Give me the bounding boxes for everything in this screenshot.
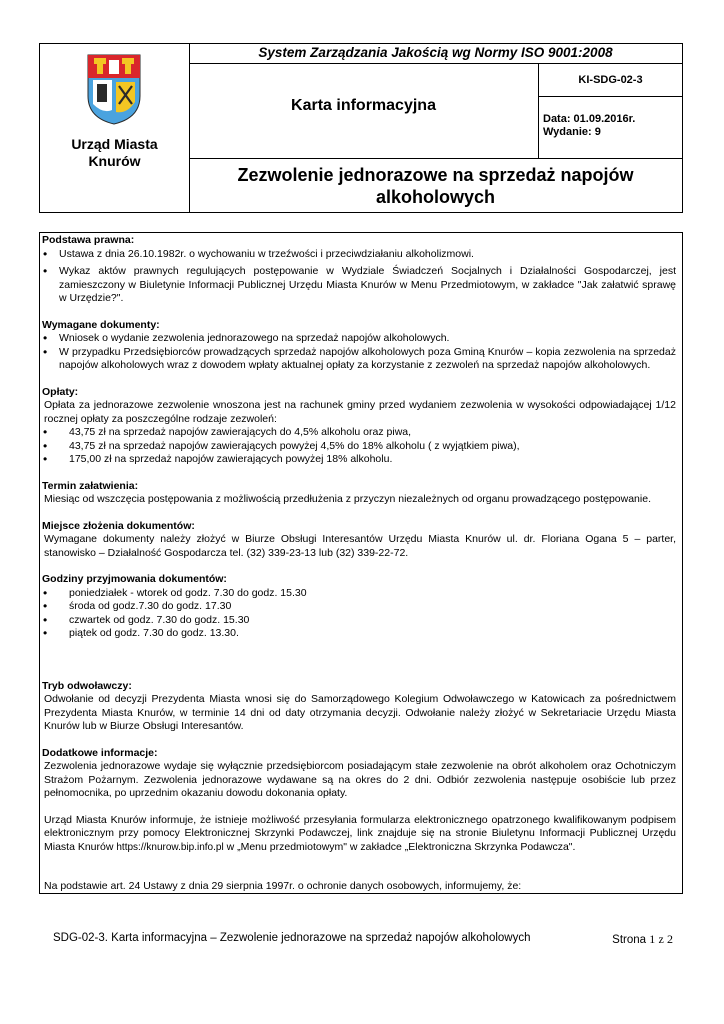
list-item: • 43,75 zł na sprzedaż napojów zawierających do 4,5% alkoholu oraz piwa,	[42, 426, 676, 440]
document-date-edition	[539, 97, 682, 159]
section-heading: Termin załatwienia:	[42, 479, 139, 492]
section-additional-info	[42, 747, 676, 855]
office-name-line2: Knurów	[88, 153, 141, 169]
edition-value: 9	[594, 126, 601, 138]
page-total: 2	[667, 932, 673, 946]
document-code: KI-SDG-02-3	[539, 63, 682, 97]
deadline-text: Miesiąc od wszczęcia postępowania z możliwością przedłużenia z przyczyn niezależnych od organu prowadzącego postępowanie.	[44, 493, 651, 505]
page-label: Strona	[612, 934, 647, 946]
section-heading: Tryb odwoławczy:	[42, 679, 132, 692]
fees-intro: Opłata za jednorazowe zezwolenie wnoszona jest na rachunek gminy przed wydaniem zezwolenia w wysokości odpowiadającej 1/12 rocznej opłaty za poszczególne rodzaje zezwoleń:	[44, 399, 676, 425]
header-right	[189, 44, 682, 212]
page-current: 1	[649, 932, 656, 946]
section-heading: Miejsce złożenia dokumentów:	[42, 519, 195, 532]
page-number	[612, 932, 673, 947]
section-heading: Dodatkowe informacje:	[42, 746, 158, 759]
list-item: • piątek od godz. 7.30 do godz. 13.30.	[42, 627, 676, 641]
additional-info-paragraph: Zezwolenia jednorazowe wydaje się wyłącznie przedsiębiorcom posiadającym stałe zezwolenie na obrót alkoholem oraz Ochotniczym Strażom Pożarnym. Zezwolenia jednorazowe wydawane są na okres do 2 dni. Odbiór zezwolenia następuje osobiście lub przez pełnomocnika, po uprzednim okazaniu dowodu dokonania opłaty.	[44, 760, 676, 799]
subject-line1: Zezwolenie jednorazowe na sprzedaż napojów	[237, 165, 634, 185]
section-fees	[42, 386, 676, 467]
logo-cell	[40, 44, 190, 212]
card-title: Karta informacyjna	[189, 63, 539, 159]
section-heading: Godziny przyjmowania dokumentów:	[42, 573, 227, 585]
section-office-hours	[42, 573, 676, 641]
list-item: • środa od godz.7.30 do godz. 17.30	[42, 600, 676, 614]
gdpr-text: Na podstawie art. 24 Ustawy z dnia 29 sierpnia 1997r. o ochronie danych osobowych, informujemy, że:	[44, 880, 522, 892]
document-header	[39, 43, 683, 213]
esp-text-before: Urząd Miasta Knurów informuje, że istnieje możliwość przesyłania formularza elektronicznego opatrzonego kwalifikowanym podpisem elektronicznym przy pomocy Elektronicznej Skrzynki Podawczej, link znajduje się na stronie Biuletynu Informacji Publicznej Urzędu Miasta Knurów	[44, 813, 676, 853]
section-appeal	[42, 680, 676, 734]
office-name-line1: Urząd Miasta	[71, 136, 158, 152]
list-item: • Ustawa z dnia 26.10.1982r. o wychowaniu w trzeźwości i przeciwdziałaniu alkoholizmowi.	[42, 248, 676, 262]
edition-label: Wydanie:	[543, 126, 592, 138]
document-body	[39, 232, 683, 894]
footer-document-title: SDG-02-3. Karta informacyjna – Zezwolenie jednorazowe na sprzedaż napojów alkoholowych	[53, 932, 531, 944]
quality-system-title: System Zarządzania Jakością wg Normy ISO 9001:2008	[189, 44, 682, 64]
document-edition	[543, 126, 682, 139]
city-crest-logo	[85, 52, 143, 126]
section-legal-basis	[42, 234, 676, 306]
appeal-text: Odwołanie od decyzji Prezydenta Miasta wnosi się do Samorządowego Kolegium Odwoławczego w Katowicach za pośrednictwem Prezydenta Miasta Knurów, w terminie 14 dni od daty otrzymania decyzji. Odwołanie należy złożyć w Sekretariacie Urzędu Miasta Knurów lub w Biurze Obsługi Interesantów.	[44, 693, 676, 732]
esp-info-paragraph	[42, 814, 676, 855]
list-item: • Wniosek o wydanie zezwolenia jednorazowego na sprzedaż napojów alkoholowych.	[42, 332, 676, 346]
esp-text-after: w „Menu przedmiotowym" w zakładce „Elektroniczna Skrzynka Podawcza".	[223, 840, 576, 853]
section-heading: Podstawa prawna:	[42, 234, 135, 246]
section-deadline	[42, 480, 676, 507]
list-item: • W przypadku Przedsiębiorców prowadzących sprzedaż napojów alkoholowych poza Gminą Knurów – kopia zezwolenia na sprzedaż napojów alkoholowych wraz z dowodem wpłaty aktualnej opłaty za korzystanie z zezwoleń na sprzedaż napojów alkoholowych.	[42, 346, 676, 373]
section-required-documents	[42, 319, 676, 373]
section-gdpr	[42, 880, 676, 894]
list-item: • Wykaz aktów prawnych regulujących postępowanie w Wydziale Świadczeń Socjalnych i Działalności Gospodarczej, jest zamieszczony w Biuletynie Informacji Publicznej Urzędu Miasta Knurów w Menu Przedmiotowym, w zakładce "Jak załatwić sprawę w Urzędzie?".	[42, 265, 676, 306]
page-separator: z	[658, 932, 664, 946]
office-name	[40, 136, 189, 170]
list-item: • 43,75 zł na sprzedaż napojów zawierających powyżej 4,5% do 18% alkoholu ( z wyjątkiem piwa),	[42, 440, 676, 454]
list-item: • poniedziałek - wtorek od godz. 7.30 do godz. 15.30	[42, 587, 676, 601]
place-text: Wymagane dokumenty należy złożyć w Biurze Obsługi Interesantów Urzędu Miasta Knurów ul. dr. Floriana Ogana 5 – parter, stanowisko – Działalność Gospodarcza tel. (32) 339-23-13 lub (32) 339-22-72.	[44, 533, 676, 559]
document-subject	[189, 159, 682, 212]
section-heading: Opłaty:	[42, 385, 79, 398]
list-item: • 175,00 zł na sprzedaż napojów zawierających powyżej 18% alkoholu.	[42, 453, 676, 467]
list-item: • czwartek od godz. 7.30 do godz. 15.30	[42, 614, 676, 628]
section-heading: Wymagane dokumenty:	[42, 318, 160, 331]
document-date: Data: 01.09.2016r.	[543, 113, 636, 125]
subject-line2: alkoholowych	[375, 187, 496, 207]
bip-link[interactable]: https://knurow.bip.info.pl	[116, 841, 224, 853]
section-submission-place	[42, 520, 676, 561]
